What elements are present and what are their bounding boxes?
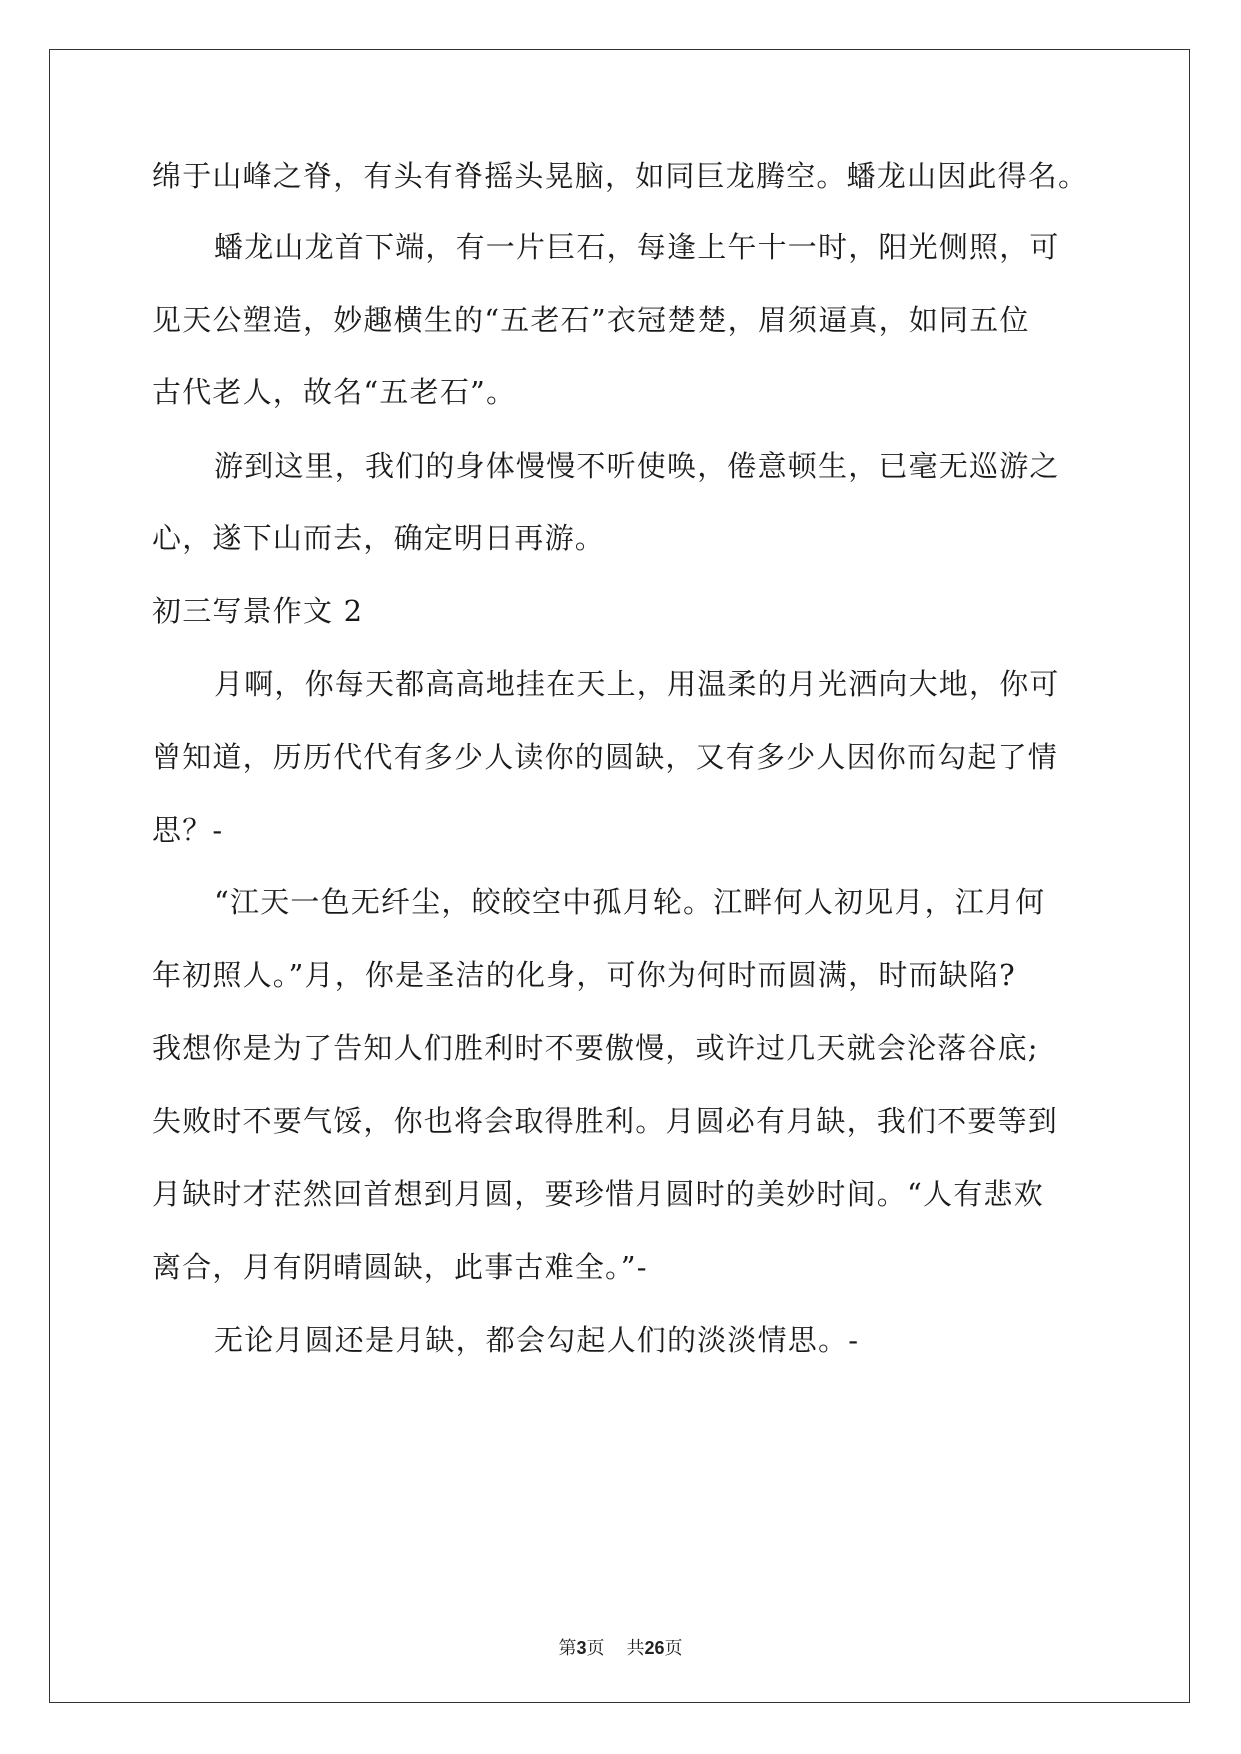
text-line-5: 游到这里，我们的身体慢慢不听使唤，倦意顿生，已毫无巡游之 bbox=[214, 449, 1060, 483]
text-line-14: 失败时不要气馁，你也将会取得胜利。月圆必有月缺，我们不要等到 bbox=[152, 1104, 1059, 1138]
footer-page-unit: 页 bbox=[586, 1638, 605, 1659]
text-line-12: 年初照人。”月，你是圣洁的化身，可你为何时而圆满，时而缺陷? bbox=[152, 958, 1016, 992]
text-line-3: 见天公塑造，妙趣横生的“五老石”衣冠楚楚，眉须逼真，如同五位 bbox=[152, 303, 1030, 337]
text-line-4: 古代老人，故名“五老石”。 bbox=[152, 375, 517, 409]
text-line-13: 我想你是为了告知人们胜利时不要傲慢，或许过几天就会沦落谷底; bbox=[152, 1031, 1039, 1065]
footer-total-prefix: 共 bbox=[626, 1638, 645, 1659]
footer-total-unit: 页 bbox=[664, 1638, 683, 1659]
text-line-1: 绵于山峰之脊，有头有脊摇头晃脑，如同巨龙腾空。蟠龙山因此得名。 bbox=[152, 159, 1089, 193]
page-border bbox=[49, 49, 1190, 1703]
text-line-6: 心，遂下山而去，确定明日再游。 bbox=[152, 521, 606, 555]
text-line-10: 思？- bbox=[152, 813, 224, 847]
footer-prefix: 第 bbox=[558, 1638, 577, 1659]
text-line-2: 蟠龙山龙首下端，有一片巨石，每逢上午十一时，阳光侧照，可 bbox=[214, 230, 1060, 264]
text-line-16: 离合，月有阴晴圆缺，此事古难全。”- bbox=[152, 1250, 648, 1284]
text-line-11: “江天一色无纤尘，皎皎空中孤月轮。江畔何人初见月，江月何 bbox=[214, 885, 1046, 919]
text-line-9: 曾知道，历历代代有多少人读你的圆缺，又有多少人因你而勾起了情 bbox=[152, 740, 1059, 774]
text-line-15: 月缺时才茫然回首想到月圆，要珍惜月圆时的美妙时间。“人有悲欢 bbox=[152, 1177, 1044, 1211]
text-line-17: 无论月圆还是月缺，都会勾起人们的淡淡情思。- bbox=[214, 1323, 860, 1357]
footer-total-pages: 26 bbox=[644, 1638, 665, 1658]
page-footer bbox=[0, 1636, 1241, 1661]
footer-current-page: 3 bbox=[576, 1638, 587, 1658]
text-line-8: 月啊，你每天都高高地挂在天上，用温柔的月光洒向大地，你可 bbox=[214, 667, 1060, 701]
section-heading: 初三写景作文 2 bbox=[152, 594, 364, 628]
